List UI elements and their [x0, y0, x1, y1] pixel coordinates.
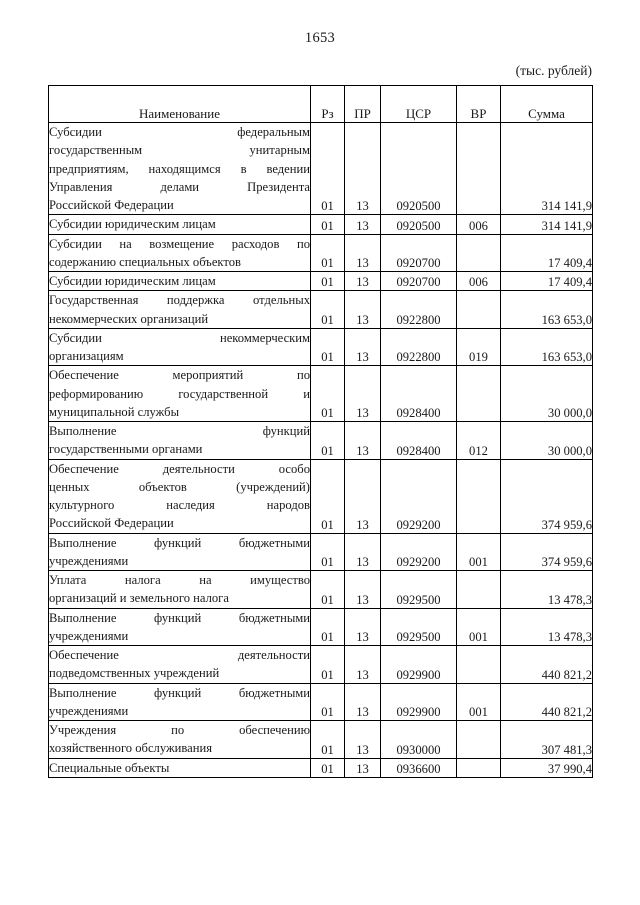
row-sum-cell: 13 478,3: [501, 571, 593, 609]
row-name-cell: [49, 646, 311, 684]
row-sum-cell: 30 000,0: [501, 422, 593, 460]
row-vr-cell: [457, 291, 501, 329]
row-rz-cell: 01: [311, 272, 345, 291]
row-name-cell: [49, 571, 311, 609]
table-row: [49, 608, 593, 646]
row-name-line: Выполнение функций: [49, 424, 310, 438]
row-name-line: государственными органами: [49, 442, 203, 457]
row-vr-cell: [457, 234, 501, 272]
table-row: [49, 291, 593, 329]
row-sum-cell: 440 821,2: [501, 646, 593, 684]
row-sum-cell: 314 141,9: [501, 123, 593, 215]
budget-table: [48, 85, 593, 778]
row-name-cell: [49, 758, 311, 777]
row-pr-cell: 13: [345, 721, 381, 759]
column-header-name: Наименование: [49, 86, 311, 123]
row-sum-cell: 374 959,6: [501, 533, 593, 571]
row-csr-cell: 0929500: [381, 571, 457, 609]
row-csr-cell: 0920500: [381, 215, 457, 234]
row-name-cell: [49, 608, 311, 646]
row-rz-cell: 01: [311, 328, 345, 366]
row-csr-cell: 0929200: [381, 533, 457, 571]
table-row: [49, 215, 593, 234]
table-row: [49, 234, 593, 272]
row-name-line: содержанию специальных объектов: [49, 254, 241, 269]
row-csr-cell: 0922800: [381, 291, 457, 329]
row-vr-cell: 001: [457, 608, 501, 646]
row-rz-cell: 01: [311, 721, 345, 759]
row-name-line: Государственная поддержка отдельных: [49, 293, 310, 308]
row-vr-cell: [457, 721, 501, 759]
row-sum-cell: 17 409,4: [501, 272, 593, 291]
column-header-pr: ПР: [345, 86, 381, 123]
row-name-cell: [49, 721, 311, 759]
row-name-cell: [49, 459, 311, 533]
row-csr-cell: 0928400: [381, 366, 457, 422]
row-sum-cell: 314 141,9: [501, 215, 593, 234]
row-pr-cell: 13: [345, 459, 381, 533]
page-number: 1653: [304, 30, 336, 46]
row-name-line: предприятиям, находящимся в ведении: [49, 161, 310, 176]
table-row: [49, 646, 593, 684]
row-rz-cell: 01: [311, 571, 345, 609]
row-rz-cell: 01: [311, 608, 345, 646]
row-vr-cell: [457, 459, 501, 533]
row-rz-cell: 01: [311, 683, 345, 721]
row-sum-cell: 30 000,0: [501, 366, 593, 422]
row-name-line: учреждениями: [49, 553, 129, 568]
row-vr-cell: 001: [457, 533, 501, 571]
row-rz-cell: 01: [311, 215, 345, 234]
row-rz-cell: 01: [311, 646, 345, 684]
row-vr-cell: 019: [457, 328, 501, 366]
row-rz-cell: 01: [311, 459, 345, 533]
table-row: [49, 328, 593, 366]
row-pr-cell: 13: [345, 608, 381, 646]
row-pr-cell: 13: [345, 646, 381, 684]
row-name-line: Выполнение функций бюджетными: [49, 535, 310, 550]
row-csr-cell: 0929900: [381, 683, 457, 721]
row-sum-cell: 440 821,2: [501, 683, 593, 721]
row-sum-cell: 17 409,4: [501, 234, 593, 272]
row-name-cell: [49, 328, 311, 366]
row-csr-cell: 0922800: [381, 328, 457, 366]
row-rz-cell: 01: [311, 123, 345, 215]
row-name-line: Субсидии на возмещение расходов по: [49, 236, 310, 251]
row-name-line: Выполнение функций бюджетными: [49, 610, 310, 625]
row-name-line: Российской Федерации: [49, 198, 174, 212]
row-name-cell: [49, 366, 311, 422]
row-vr-cell: 006: [457, 272, 501, 291]
row-vr-cell: 006: [457, 215, 501, 234]
row-vr-cell: [457, 571, 501, 609]
row-vr-cell: [457, 758, 501, 777]
row-vr-cell: [457, 646, 501, 684]
table-row: [49, 123, 593, 215]
column-header-rz: Рз: [311, 86, 345, 123]
row-pr-cell: 13: [345, 215, 381, 234]
row-name-line: подведомственных учреждений: [49, 666, 220, 681]
row-name-line: Управления делами Президента: [49, 179, 310, 194]
row-pr-cell: 13: [345, 366, 381, 422]
table-header-row: [49, 86, 593, 123]
row-csr-cell: 0920500: [381, 123, 457, 215]
row-name-line: Субсидии юридическим лицам: [49, 274, 216, 288]
row-vr-cell: 001: [457, 683, 501, 721]
row-name-line: ценных объектов (учреждений): [49, 479, 310, 494]
table-body: [49, 123, 593, 778]
row-name-line: Специальные объекты: [49, 760, 170, 775]
row-pr-cell: 13: [345, 533, 381, 571]
row-name-cell: [49, 272, 311, 291]
column-header-csr: ЦСР: [381, 86, 457, 123]
row-name-line: учреждениями: [49, 703, 129, 718]
row-name-line: Учреждения по обеспечению: [49, 723, 310, 737]
row-rz-cell: 01: [311, 366, 345, 422]
row-csr-cell: 0920700: [381, 234, 457, 272]
units-note: (тыс. рублей): [515, 63, 592, 78]
row-pr-cell: 13: [345, 291, 381, 329]
row-csr-cell: 0929500: [381, 608, 457, 646]
row-sum-cell: 163 653,0: [501, 291, 593, 329]
row-pr-cell: 13: [345, 758, 381, 777]
row-name-cell: [49, 422, 311, 460]
row-name-line: Российской Федерации: [49, 516, 174, 531]
table-row: [49, 459, 593, 533]
row-name-line: Обеспечение деятельности особо: [49, 461, 310, 476]
table-row: [49, 366, 593, 422]
row-name-line: реформированию государственной и: [49, 386, 310, 401]
row-csr-cell: 0928400: [381, 422, 457, 460]
row-pr-cell: 13: [345, 272, 381, 291]
row-name-line: Субсидии федеральным: [49, 125, 310, 139]
row-vr-cell: [457, 366, 501, 422]
row-sum-cell: 37 990,4: [501, 758, 593, 777]
row-csr-cell: 0929200: [381, 459, 457, 533]
table-header: [49, 86, 593, 123]
row-name-line: государственным унитарным: [49, 143, 310, 158]
row-name-line: организациям: [49, 349, 124, 363]
row-name-line: организаций и земельного налога: [49, 591, 229, 606]
row-pr-cell: 13: [345, 422, 381, 460]
row-pr-cell: 13: [345, 571, 381, 609]
row-csr-cell: 0920700: [381, 272, 457, 291]
table-row: [49, 571, 593, 609]
budget-table-container: [48, 85, 592, 778]
row-name-line: некоммерческих организаций: [49, 311, 209, 326]
row-name-line: учреждениями: [49, 628, 129, 643]
row-pr-cell: 13: [345, 328, 381, 366]
row-name-cell: [49, 123, 311, 215]
row-pr-cell: 13: [345, 683, 381, 721]
row-name-cell: [49, 215, 311, 234]
column-header-vr: ВР: [457, 86, 501, 123]
row-rz-cell: 01: [311, 234, 345, 272]
row-rz-cell: 01: [311, 533, 345, 571]
row-name-line: муниципальной службы: [49, 404, 180, 419]
row-sum-cell: 307 481,3: [501, 721, 593, 759]
row-sum-cell: 374 959,6: [501, 459, 593, 533]
row-pr-cell: 13: [345, 123, 381, 215]
row-rz-cell: 01: [311, 422, 345, 460]
row-sum-cell: 13 478,3: [501, 608, 593, 646]
row-name-line: культурного наследия народов: [49, 498, 310, 512]
row-rz-cell: 01: [311, 291, 345, 329]
row-name-line: Уплата налога на имущество: [49, 573, 310, 587]
table-row: [49, 758, 593, 777]
row-name-line: Обеспечение деятельности: [49, 648, 310, 662]
row-name-cell: [49, 533, 311, 571]
table-row: [49, 683, 593, 721]
row-csr-cell: 0930000: [381, 721, 457, 759]
row-name-line: Обеспечение мероприятий по: [49, 368, 310, 383]
row-name-line: Субсидии юридическим лицам: [49, 217, 216, 232]
row-sum-cell: 163 653,0: [501, 328, 593, 366]
row-csr-cell: 0929900: [381, 646, 457, 684]
row-vr-cell: 012: [457, 422, 501, 460]
row-name-line: хозяйственного обслуживания: [49, 741, 213, 756]
table-row: [49, 422, 593, 460]
table-row: [49, 272, 593, 291]
row-name-line: Субсидии некоммерческим: [49, 330, 310, 345]
row-name-cell: [49, 234, 311, 272]
row-name-line: Выполнение функций бюджетными: [49, 685, 310, 700]
row-vr-cell: [457, 123, 501, 215]
column-header-sum: Сумма: [501, 86, 593, 123]
row-csr-cell: 0936600: [381, 758, 457, 777]
row-name-cell: [49, 291, 311, 329]
row-name-cell: [49, 683, 311, 721]
table-row: [49, 533, 593, 571]
row-rz-cell: 01: [311, 758, 345, 777]
row-pr-cell: 13: [345, 234, 381, 272]
table-row: [49, 721, 593, 759]
